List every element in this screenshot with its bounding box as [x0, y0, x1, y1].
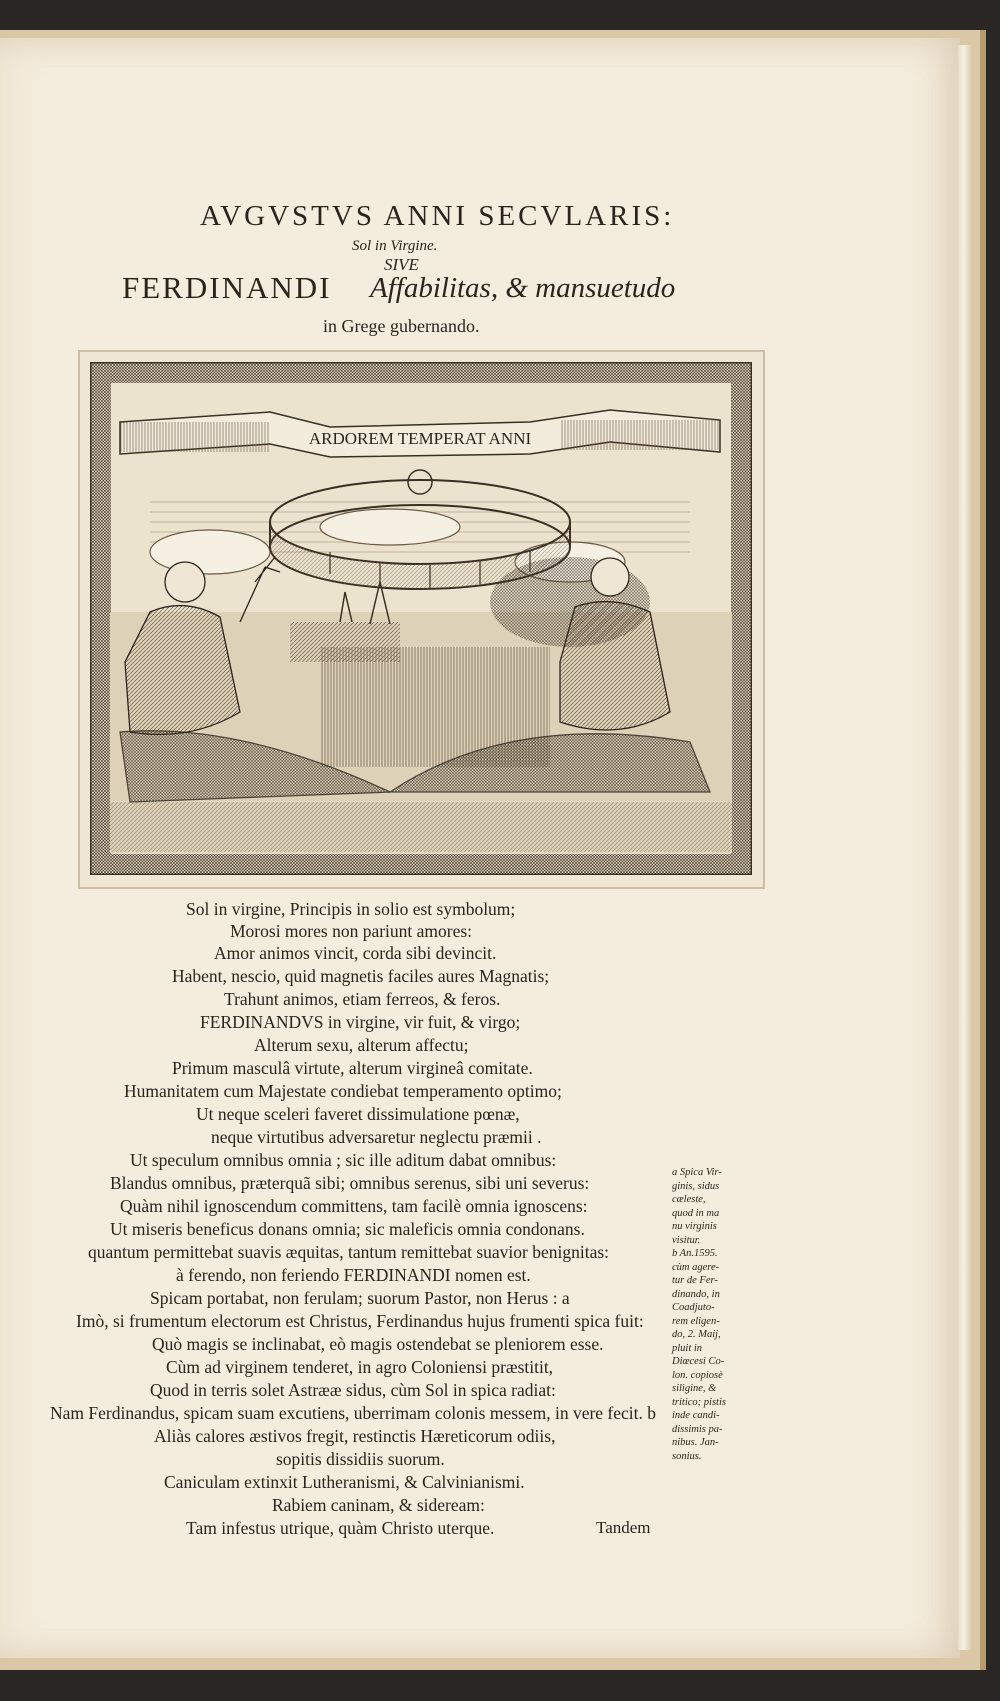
- poem-line: Morosi mores non pariunt amores:: [230, 921, 473, 941]
- margin-note-line: tritico; pistis: [672, 1396, 726, 1408]
- poem-line: Quò magis se inclinabat, eò magis ostendebat se pleniorem esse.: [152, 1334, 604, 1354]
- poem-line: Sol in virgine, Principis in solio est symbolum;: [186, 899, 516, 919]
- poem-line: Nam Ferdinandus, spicam suam excutiens, uberrimam colonis messem, in vere fecit. b: [50, 1403, 657, 1423]
- poem-line: Humanitatem cum Majestate condiebat temperamento optimo;: [124, 1081, 562, 1101]
- margin-note-line: a Spica Vir-: [672, 1167, 722, 1178]
- page-title: AVGVSTVS ANNI SECVLARIS:: [200, 200, 675, 232]
- heading-ferdinandi: FERDINANDI: [122, 270, 332, 305]
- poem-line: neque virtutibus adversaretur neglectu præmii .: [211, 1127, 542, 1147]
- catchword: Tandem: [596, 1518, 651, 1537]
- margin-note-line: dissimis pa-: [672, 1423, 723, 1435]
- margin-note-line: Coadjuto-: [672, 1302, 715, 1313]
- margin-note-line: b An.1595.: [672, 1248, 718, 1259]
- poem-line: quantum permittebat suavis æquitas, tantum remittebat suavior benignitas:: [88, 1242, 610, 1262]
- heading-virtue: Affabilitas, & mansuetudo: [370, 272, 676, 304]
- engraving-illustration: [90, 362, 752, 875]
- poem-line: Ut miseris beneficus donans omnia; sic maleficis omnia condonans.: [110, 1219, 585, 1239]
- margin-note-line: quod in ma: [672, 1207, 720, 1219]
- poem-line: Habent, nescio, quid magnetis faciles aures Magnatis;: [172, 966, 550, 986]
- page-edge: [958, 45, 972, 1650]
- book-page: [0, 38, 960, 1658]
- engraving-plate: [78, 350, 765, 889]
- poem-line: Cùm ad virginem tenderet, in agro Coloniensi præstitit,: [166, 1357, 554, 1377]
- margin-note-line: dinando, in: [672, 1288, 720, 1300]
- margin-note-line: Diœcesi Co-: [672, 1356, 725, 1367]
- poem-line: Aliàs calores æstivos fregit, restinctis Hæreticorum odiis,: [154, 1426, 556, 1446]
- poem-line: Caniculam extinxit Lutheranismi, & Calvinianismi.: [164, 1472, 525, 1492]
- poem-line: Trahunt animos, etiam ferreos, & feros.: [224, 989, 501, 1009]
- margin-note-line: do, 2. Maij,: [672, 1329, 721, 1340]
- poem-line: FERDINANDVS in virgine, vir fuit, & virgo;: [200, 1012, 521, 1032]
- subtitle-sol-in-virgine: Sol in Virgine.: [352, 238, 438, 254]
- poem-line: Quod in terris solet Astrææ sidus, cùm Sol in spica radiat:: [150, 1380, 556, 1400]
- poem-line: Rabiem caninam, & sideream:: [272, 1495, 485, 1515]
- margin-note-line: inde candi-: [672, 1410, 720, 1421]
- poem-line: Spicam portabat, non ferulam; suorum Pastor, non Herus : a: [150, 1288, 570, 1308]
- margin-note-line: rem eligen-: [672, 1315, 720, 1327]
- margin-note-line: ginis, sidus: [672, 1180, 720, 1192]
- poem-line: Imò, si frumentum electorum est Christus, Ferdinandus hujus frumenti spica fuit:: [76, 1311, 644, 1331]
- margin-note-line: visitur.: [672, 1234, 701, 1246]
- heading-in-grege: in Grege gubernando.: [323, 316, 480, 336]
- poem-line: Alterum sexu, alterum affectu;: [254, 1035, 469, 1055]
- margin-note-line: sonius.: [672, 1450, 702, 1462]
- margin-note-line: nibus. Jan-: [672, 1437, 719, 1448]
- poem-line: Ut speculum omnibus omnia ; sic ille aditum dabat omnibus:: [130, 1150, 557, 1170]
- margin-note-line: lon. copiosè: [672, 1369, 723, 1381]
- banner-motto: ARDOREM TEMPERAT ANNI: [308, 429, 532, 448]
- poem-line: sopitis dissidiis suorum.: [276, 1449, 445, 1469]
- margin-note-line: siligine, &: [672, 1383, 717, 1394]
- poem-line: Amor animos vincit, corda sibi devincit.: [214, 943, 497, 963]
- poem-line: Ut neque sceleri faveret dissimulatione pœnæ,: [196, 1104, 520, 1124]
- margin-note-line: nu virginis: [672, 1221, 717, 1232]
- poem-line: à ferendo, non feriendo FERDINANDI nomen est.: [176, 1265, 531, 1285]
- margin-note-line: tur de Fer-: [672, 1275, 718, 1286]
- margin-notes: [672, 1166, 762, 1463]
- margin-note-line: cùm agere-: [672, 1261, 720, 1273]
- margin-note-line: cæleste,: [672, 1194, 706, 1205]
- poem-line: Blandus omnibus, præterquã sibi; omnibus serenus, sibi uni severus:: [110, 1173, 590, 1193]
- subtitle-sive: SIVE: [384, 255, 419, 274]
- margin-note-line: pluit in: [672, 1342, 703, 1354]
- poem-line: Primum masculâ virtute, alterum virgineâ comitate.: [172, 1058, 533, 1078]
- poem-line: Tam infestus utrique, quàm Christo uterque.: [186, 1518, 495, 1538]
- poem-line: Quàm nihil ignoscendum committens, tam facilè omnia ignoscens:: [120, 1196, 588, 1216]
